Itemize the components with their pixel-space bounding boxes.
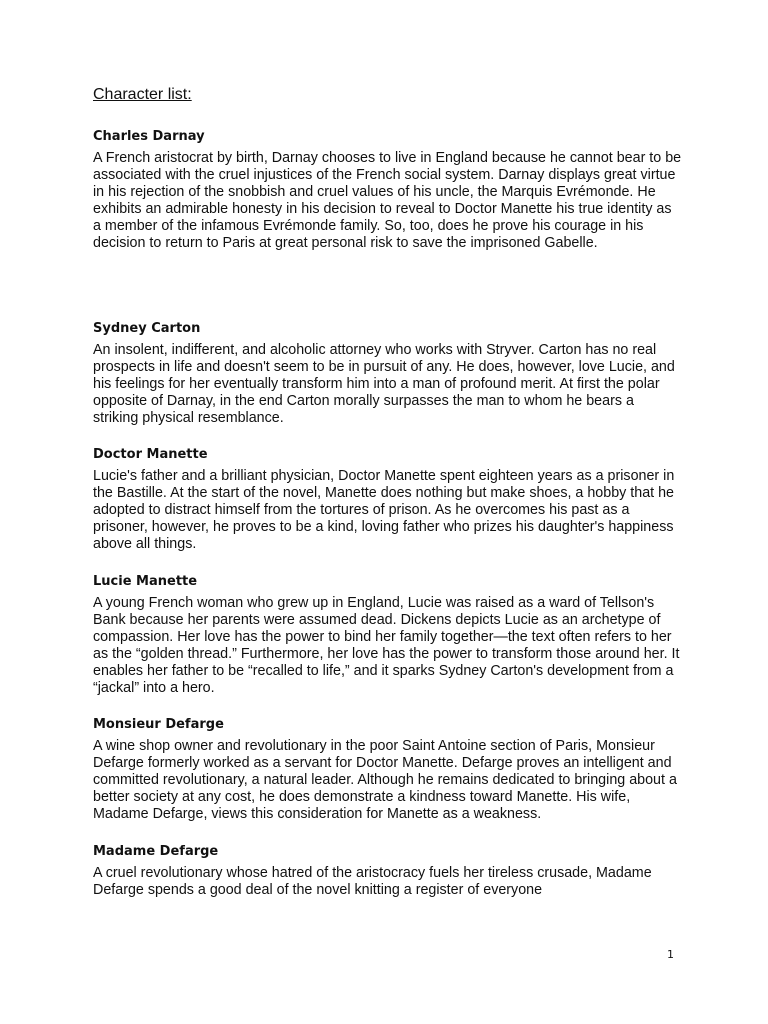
character-name: Sydney Carton [93,320,201,336]
character-description: An insolent, indifferent, and alcoholic attorney who works with Stryver. Carton has no real prospects in life and doesn't seem to be in pursuit of any. He does, however, love Lucie, and his feelings for her eventually transform him into a man of profound merit. At first the polar opposite of Darnay, in the end Carton morally surpasses the man to whom he bears a striking physical resemblance. [93,341,675,426]
character-name: Monsieur Defarge [93,717,224,733]
character-entry-madame-defarge [93,843,683,899]
blank-space [93,272,683,320]
character-entry-doctor-manette [93,446,683,553]
character-entry-charles-darnay [93,128,683,253]
character-entry-sydney-carton [93,320,683,427]
character-description: A cruel revolutionary whose hatred of the aristocracy fuels her tireless crusade, Madame Defarge spends a good deal of the novel knitting a register of everyone [93,864,652,898]
character-entry-monsieur-defarge [93,716,683,823]
character-description: A French aristocrat by birth, Darnay chooses to live in England because he cannot bear to be associated with the cruel injustices of the French social system. Darnay displays great virtue in his rejection of the snobbish and cruel values of his uncle, the Marquis Evrémonde. He exhibits an admirable honesty in his decision to reveal to Doctor Manette his true identity as a member of the infamous Evrémonde family. So, too, does he prove his courage in his decision to return to Paris at great personal risk to save the imprisoned Gabelle. [93,150,682,252]
character-name: Lucie Manette [93,573,198,589]
character-description: Lucie's father and a brilliant physician, Doctor Manette spent eighteen years as a prisoner in the Bastille. At the start of the novel, Manette does nothing but make shoes, a hobby that he adopted to distract himself from the tortures of prison. As he overcomes his past as a prisoner, however, he proves to be a kind, loving father who prizes his daughter's happiness above all things. [93,468,675,553]
character-entry-lucie-manette [93,573,683,698]
page-title: Character list: [93,86,192,103]
document-page [93,86,683,918]
character-description: A young French woman who grew up in England, Lucie was raised as a ward of Tellson's Bank because her parents were assumed dead. Dickens depicts Lucie as an archetype of compassion. Her love has the power to bind her family together—the text often refers to her as the “golden thread.” Furthermore, her love has the power to transform those around her. It enables her father to be “recalled to life,” and it sparks Sydney Carton's development from a “jackal” into a hero. [93,594,680,696]
character-name: Doctor Manette [93,447,208,463]
page-number: 1 [667,948,674,961]
character-description: A wine shop owner and revolutionary in the poor Saint Antoine section of Paris, Monsieur Defarge formerly worked as a servant for Doctor Manette. Defarge proves an intelligent and committed revolutionary, a natural leader. Although he remains dedicated to bringing about a better society at any cost, he does demonstrate a kindness toward Manette. His wife, Madame Defarge, views this consideration for Manette as a weakness. [93,738,677,823]
character-name: Charles Darnay [93,129,205,144]
character-name: Madame Defarge [93,843,219,859]
